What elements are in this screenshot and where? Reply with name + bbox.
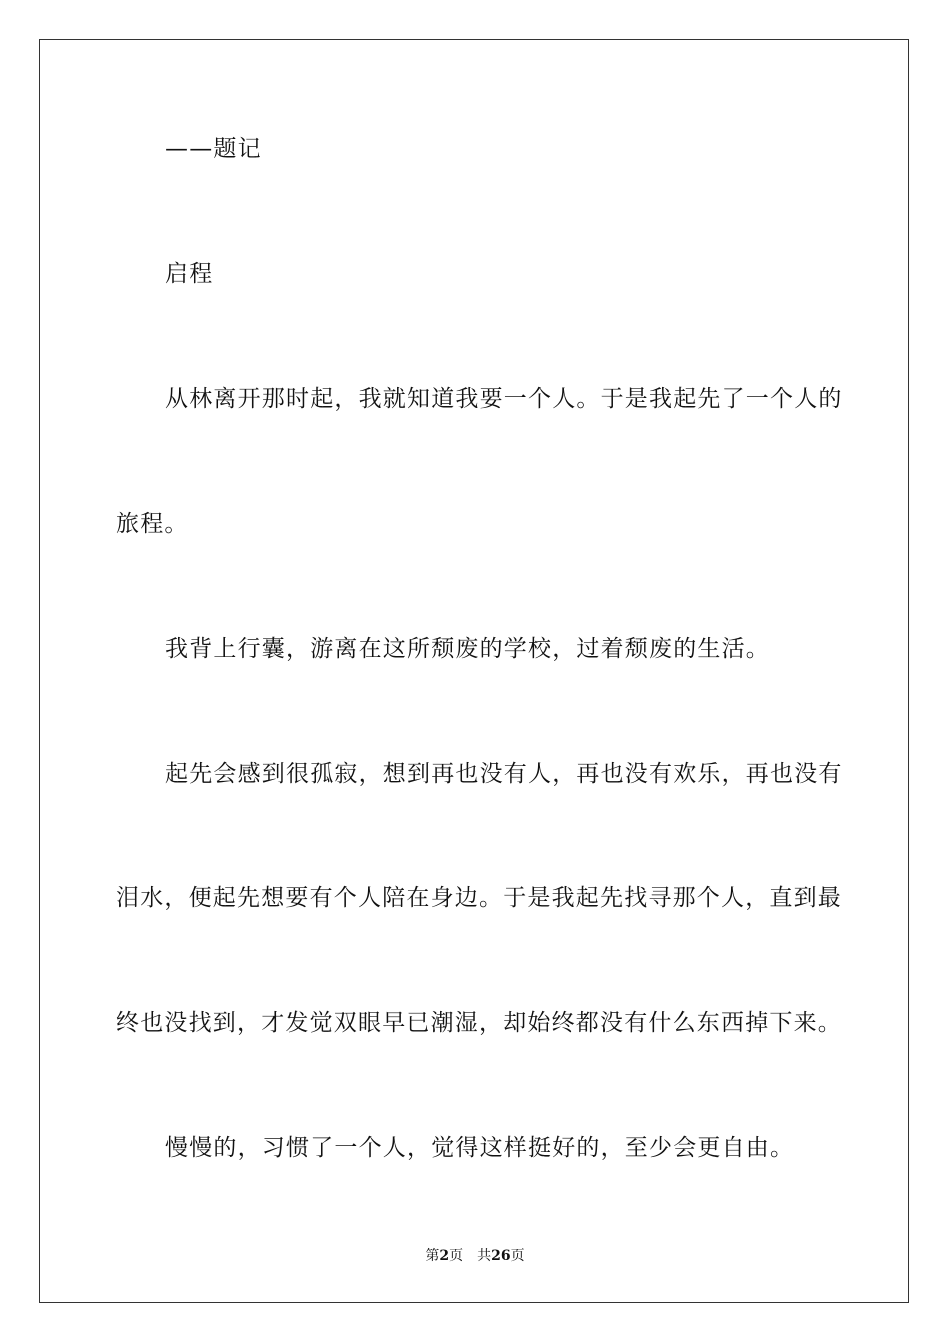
page-border xyxy=(39,39,909,1303)
page-number-prefix: 第 xyxy=(425,1248,440,1264)
paragraph-line: 从林离开那时起，我就知道我要一个人。于是我起先了一个人的 xyxy=(165,386,843,412)
section-heading: 启程 xyxy=(165,261,214,287)
total-pages-prefix: 共 xyxy=(477,1248,492,1264)
page-number-suffix: 页 xyxy=(449,1248,464,1264)
epigraph-attribution: ——题记 xyxy=(165,136,262,162)
total-pages-suffix: 页 xyxy=(510,1248,525,1264)
page-number: 2 xyxy=(439,1248,450,1264)
paragraph-line: 终也没找到，才发觉双眼早已潮湿，却始终都没有什么东西掉下来。 xyxy=(116,1010,842,1036)
page-footer xyxy=(0,1246,950,1266)
paragraph-line: 泪水，便起先想要有个人陪在身边。于是我起先找寻那个人，直到最 xyxy=(116,885,842,911)
paragraph-line: 慢慢的，习惯了一个人，觉得这样挺好的，至少会更自由。 xyxy=(165,1135,795,1161)
paragraph-line: 起先会感到很孤寂，想到再也没有人，再也没有欢乐，再也没有 xyxy=(165,761,843,787)
total-pages: 26 xyxy=(491,1248,511,1264)
paragraph-line: 我背上行囊，游离在这所颓废的学校，过着颓废的生活。 xyxy=(165,636,770,662)
paragraph-line: 旅程。 xyxy=(116,511,189,537)
